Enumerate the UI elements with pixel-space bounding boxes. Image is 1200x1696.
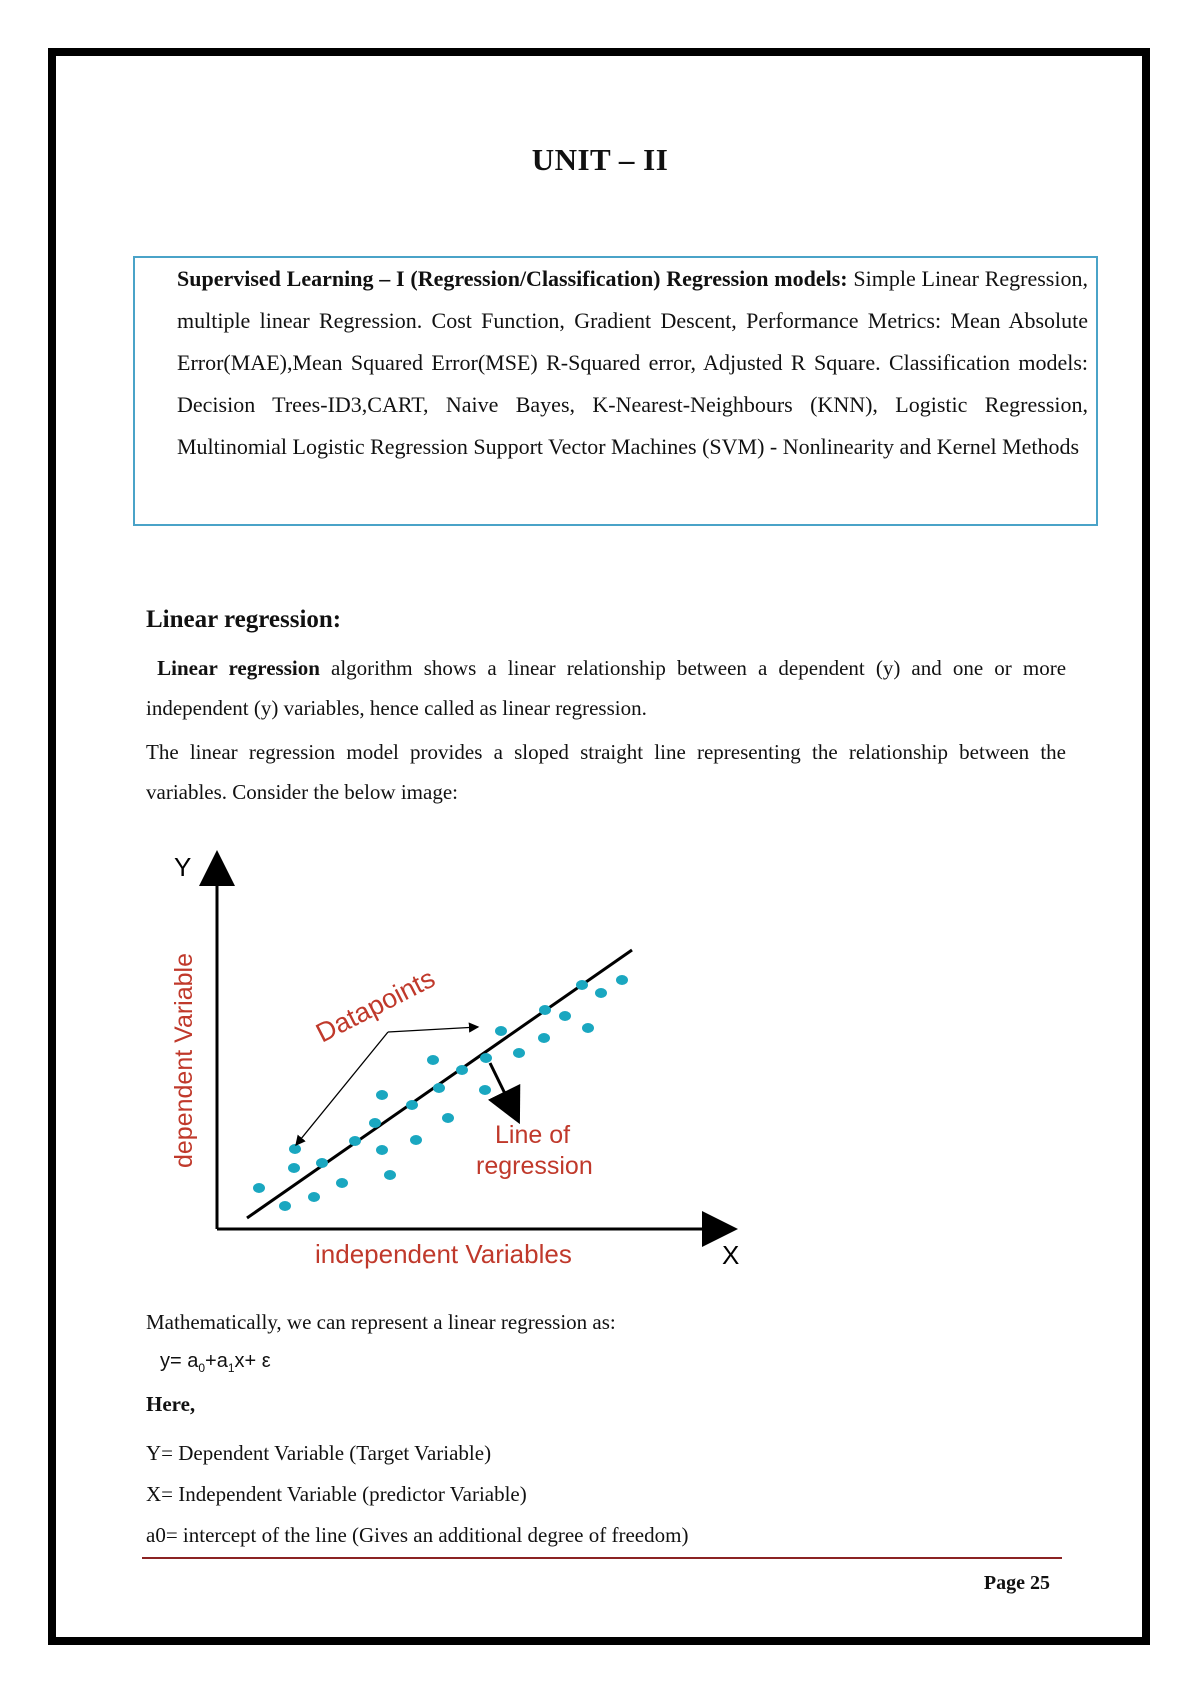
datapoint	[410, 1135, 422, 1145]
datapoint	[369, 1118, 381, 1128]
line-of-regression-label-2: regression	[476, 1152, 593, 1180]
datapoint	[616, 975, 628, 985]
datapoint	[376, 1090, 388, 1100]
datapoint	[456, 1065, 468, 1075]
definition-x: X= Independent Variable (predictor Variable)	[146, 1482, 527, 1506]
y-axis-letter: Y	[174, 852, 192, 882]
term-linear-regression: Linear regression	[157, 656, 320, 680]
x-axis-letter: X	[722, 1240, 740, 1270]
datapoint	[384, 1170, 396, 1180]
x-axis-label: independent Variables	[315, 1239, 572, 1269]
datapoints-label: Datapoints	[311, 963, 440, 1049]
datapoint	[288, 1163, 300, 1173]
math-intro: Mathematically, we can represent a linear regression as:	[146, 1310, 616, 1334]
unit-title: UNIT – II	[531, 142, 669, 177]
datapoint	[336, 1178, 348, 1188]
datapoint	[433, 1083, 445, 1093]
syllabus-text	[177, 258, 1088, 468]
datapoint	[559, 1011, 571, 1021]
page-number: Page 25	[983, 1572, 1050, 1594]
regression-figure	[160, 838, 760, 1288]
section-heading: Linear regression:	[146, 606, 342, 633]
formula-sub-1: 1	[227, 1361, 235, 1375]
syllabus-topics: Simple Linear Regression, multiple linear Regression. Cost Function, Gradient Descent, Performance Metrics: Mean Absolute Error(MAE),Mean Squared Error(MSE) R-Squared error, Adjusted R Square. Classification models: Decision Trees-ID3,CART, Naive Bayes, K-Nearest-Neighbours (KNN), Logistic Regression, Multinomial Logistic Regression Support Vector Machines (SVM) - Nonlinearity and Kernel Methods	[177, 266, 1088, 459]
formula-part-rest: x+ ε	[234, 1350, 271, 1372]
datapoint	[289, 1144, 301, 1154]
formula-part-plus: +a	[205, 1350, 228, 1372]
definition-text: algorithm shows a linear relationship between a dependent (y) and one or more independent (y) variables, hence called as linear regression.	[146, 656, 1067, 720]
datapoint	[376, 1145, 388, 1155]
paragraph-definition	[146, 648, 1066, 728]
datapoint	[576, 980, 588, 990]
here-heading: Here,	[146, 1392, 196, 1416]
datapoint	[308, 1192, 320, 1202]
syllabus-box	[133, 256, 1098, 526]
datapoint	[480, 1053, 492, 1063]
definition-a0: a0= intercept of the line (Gives an additional degree of freedom)	[146, 1523, 689, 1547]
datapoint	[495, 1026, 507, 1036]
datapoint	[479, 1085, 491, 1095]
datapoint	[442, 1113, 454, 1123]
definition-y: Y= Dependent Variable (Target Variable)	[146, 1441, 492, 1465]
datapoint	[316, 1158, 328, 1168]
regression-pointer	[490, 1063, 512, 1108]
datapoint	[406, 1100, 418, 1110]
paragraph-model: The linear regression model provides a sloped straight line representing the relationship between the variables. Consider the below image:	[146, 740, 1066, 804]
datapoint	[582, 1023, 594, 1033]
datapoint	[538, 1033, 550, 1043]
line-of-regression-label-1: Line of	[495, 1121, 571, 1149]
datapoint	[427, 1055, 439, 1065]
formula-part-y: y= a	[160, 1350, 199, 1372]
formula-sub-0: 0	[198, 1361, 206, 1375]
syllabus-bold-heading: Supervised Learning – I (Regression/Classification) Regression models:	[177, 266, 848, 291]
footer-rule	[142, 1557, 1062, 1559]
datapoint	[279, 1201, 291, 1211]
datapoint	[513, 1048, 525, 1058]
regression-formula	[160, 1350, 271, 1375]
definitions-list	[146, 1433, 688, 1556]
datapoints-pointer-right	[388, 1027, 478, 1032]
datapoint	[253, 1183, 265, 1193]
y-axis-label: dependent Variable	[170, 953, 198, 1168]
datapoint	[349, 1136, 361, 1146]
datapoint	[539, 1005, 551, 1015]
datapoint	[595, 988, 607, 998]
